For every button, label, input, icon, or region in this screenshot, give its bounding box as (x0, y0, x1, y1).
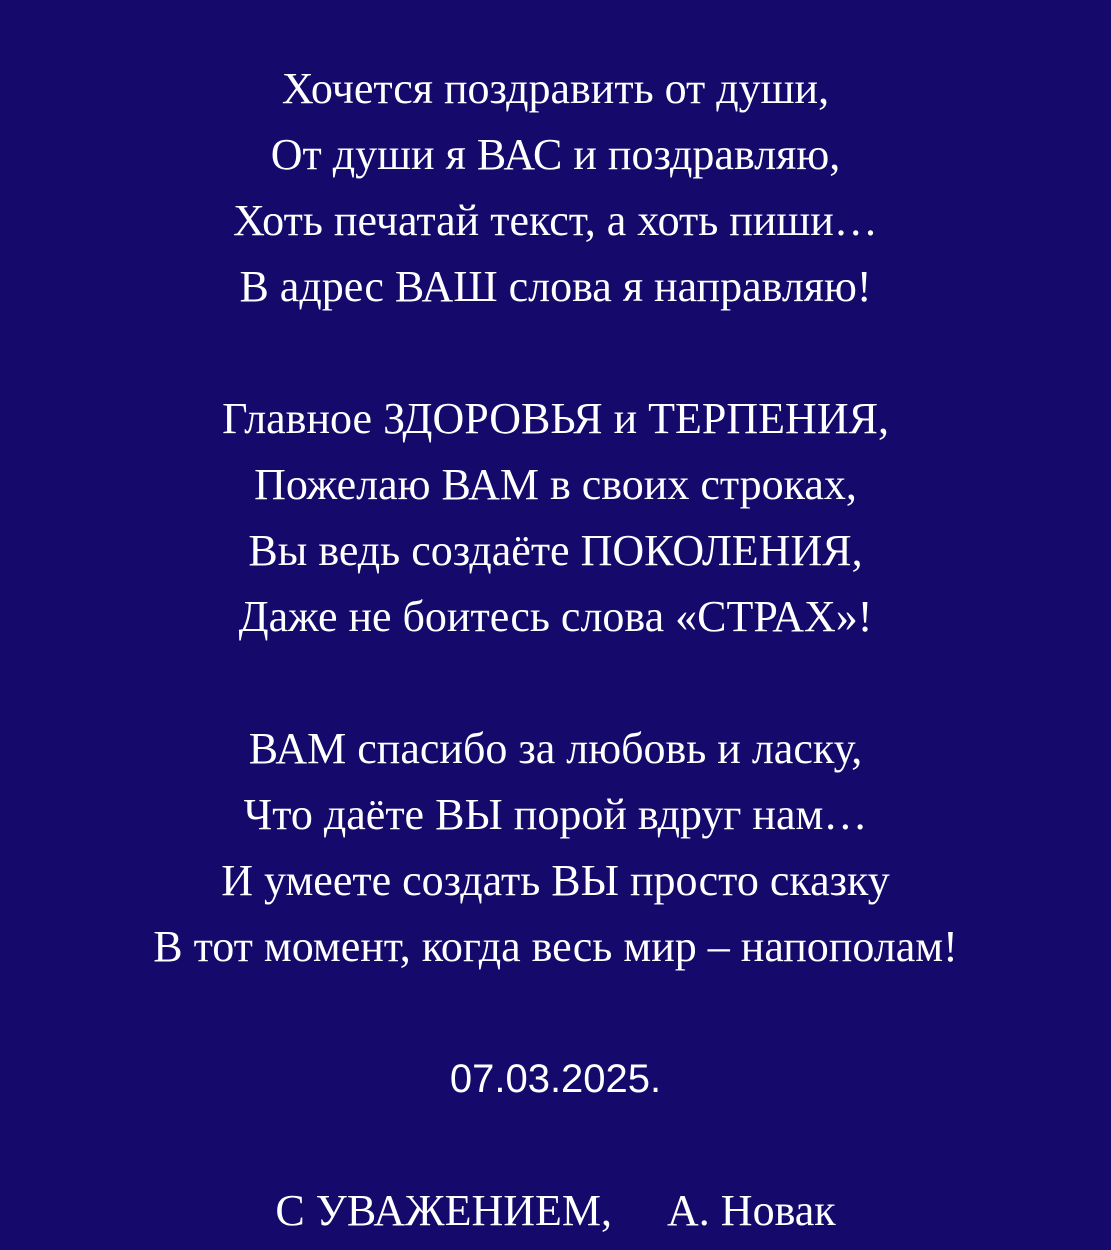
poem-line: Главное ЗДОРОВЬЯ и ТЕРПЕНИЯ, (222, 394, 889, 443)
poem-line: От души я ВАС и поздравляю, (270, 130, 841, 179)
poem-line: Вы ведь создаёте ПОКОЛЕНИЯ, (248, 526, 863, 575)
signature (0, 1178, 1111, 1244)
poem-line: Пожелаю ВАМ в своих строках, (254, 460, 857, 509)
poem-line: И умеете создать ВЫ просто сказку (221, 856, 890, 905)
date-text: 07.03.2025. (449, 1057, 662, 1101)
stanza-2 (0, 386, 1111, 650)
stanza-3 (0, 716, 1111, 980)
stanza-1 (0, 56, 1111, 320)
poem-line: ВАМ спасибо за любовь и ласку, (248, 724, 863, 773)
poem-line: Что даёте ВЫ порой вдруг нам… (243, 790, 868, 839)
poem-line: В тот момент, когда весь мир – напополам! (153, 922, 958, 971)
poem-line: В адрес ВАШ слова я направляю! (239, 262, 872, 311)
poem-line: Хоть печатай текст, а хоть пиши… (233, 196, 878, 245)
poem-line: Даже не боитесь слова «СТРАХ»! (238, 592, 873, 641)
signature-author: А. Новак (667, 1186, 836, 1235)
poem-line: Хочется поздравить от души, (281, 64, 830, 113)
signature-closing: С УВАЖЕНИЕМ, (275, 1186, 613, 1235)
